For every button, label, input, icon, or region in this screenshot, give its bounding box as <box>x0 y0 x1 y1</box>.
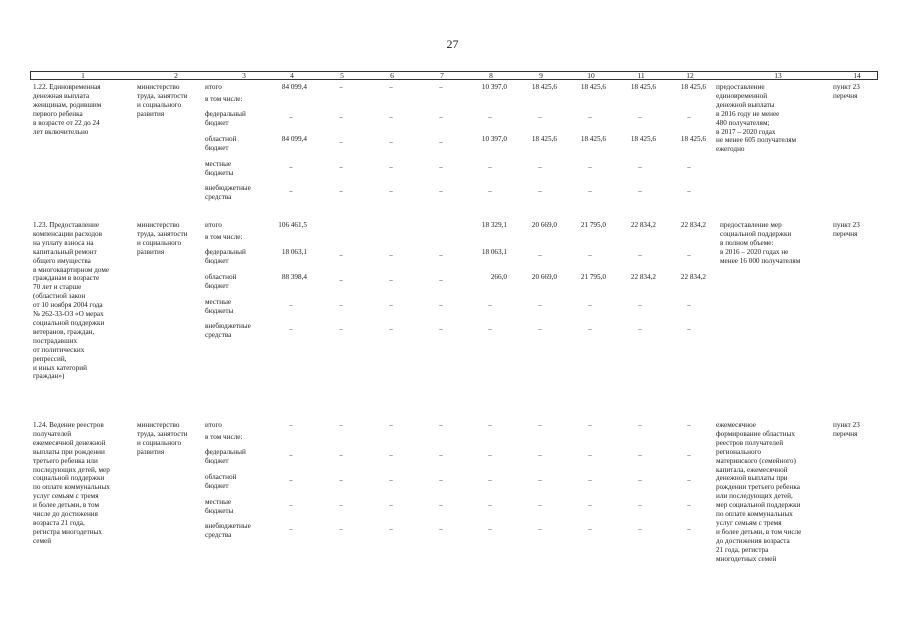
budget-value: 21 795,0 <box>580 221 606 229</box>
empty-value-dash: – <box>339 187 343 195</box>
empty-value-dash: – <box>488 187 492 195</box>
empty-value-dash: – <box>638 525 642 533</box>
empty-value-dash: – <box>687 187 691 195</box>
activity-name: 1.24. Ведение реестров получателей ежемесячной денежной выплаты при рождении третьего ребенка или последующих детей, мер социальной поддержки по оплате коммунальных услуг семьям с тремя и более детьми, в том числе до достижения возраста 21 года, регистра многодетных семей <box>33 421 110 545</box>
empty-value-dash: – <box>588 525 592 533</box>
executor: министерство труда, занятости и социального развития <box>137 221 188 256</box>
empty-value-dash: – <box>588 325 592 333</box>
page-number: 27 <box>446 37 459 51</box>
budget-value: 22 834,2 <box>680 221 706 229</box>
empty-value-dash: – <box>389 251 393 259</box>
funding-source: федеральный бюджет <box>205 448 246 465</box>
empty-value-dash: – <box>588 421 592 429</box>
empty-value-dash: – <box>389 113 393 121</box>
column-header-2: 2 <box>174 71 178 80</box>
funding-source: внебюджетные средства <box>205 522 251 539</box>
empty-value-dash: – <box>439 251 443 259</box>
empty-value-dash: – <box>289 301 293 309</box>
empty-value-dash: – <box>638 325 642 333</box>
column-header-12: 12 <box>686 71 694 80</box>
empty-value-dash: – <box>389 501 393 509</box>
empty-value-dash: – <box>638 187 642 195</box>
budget-value: 22 834,2 <box>680 273 706 281</box>
empty-value-dash: – <box>439 421 443 429</box>
empty-value-dash: – <box>588 251 592 259</box>
empty-value-dash: – <box>289 113 293 121</box>
budget-value: 84 099,4 <box>281 135 307 143</box>
empty-value-dash: – <box>488 421 492 429</box>
empty-value-dash: – <box>389 138 393 146</box>
empty-value-dash: – <box>687 325 691 333</box>
column-header-14: 14 <box>853 71 861 80</box>
empty-value-dash: – <box>339 83 343 91</box>
column-header-10: 10 <box>587 71 595 80</box>
reference: пункт 23 перечня <box>833 83 860 100</box>
empty-value-dash: – <box>538 325 542 333</box>
budget-value: 18 425,6 <box>580 135 606 143</box>
empty-value-dash: – <box>439 476 443 484</box>
empty-value-dash: – <box>339 421 343 429</box>
empty-value-dash: – <box>289 451 293 459</box>
empty-value-dash: – <box>339 301 343 309</box>
budget-value: 18 063,1 <box>281 248 307 256</box>
funding-source: в том числе: <box>205 433 243 441</box>
funding-source: областной бюджет <box>205 135 237 152</box>
budget-value: 18 425,6 <box>630 135 656 143</box>
column-header-11: 11 <box>637 71 645 80</box>
empty-value-dash: – <box>289 325 293 333</box>
column-header-3: 3 <box>242 71 246 80</box>
empty-value-dash: – <box>389 451 393 459</box>
empty-value-dash: – <box>339 451 343 459</box>
empty-value-dash: – <box>687 476 691 484</box>
empty-value-dash: – <box>687 421 691 429</box>
empty-value-dash: – <box>439 138 443 146</box>
empty-value-dash: – <box>339 525 343 533</box>
reference: пункт 23 перечня <box>833 221 860 238</box>
empty-value-dash: – <box>339 501 343 509</box>
funding-source: итого <box>205 421 222 429</box>
empty-value-dash: – <box>638 301 642 309</box>
empty-value-dash: – <box>538 421 542 429</box>
activity-name: 1.23. Предоставление компенсации расходов на уплату взноса на капитальный ремонт общего имущества в многоквартирном доме гражданам в возрасте 70 лет и старше (областной закон от 10 ноября 2004 года № 262-33-ОЗ «О мерах социальной поддержки ветеранов, граждан, пострадавших от политических репрессий, и иных категорий граждан») <box>33 221 110 381</box>
empty-value-dash: – <box>488 113 492 121</box>
funding-source: федеральный бюджет <box>205 248 246 265</box>
empty-value-dash: – <box>339 113 343 121</box>
empty-value-dash: – <box>389 163 393 171</box>
column-header-7: 7 <box>440 71 444 80</box>
empty-value-dash: – <box>439 501 443 509</box>
empty-value-dash: – <box>389 187 393 195</box>
budget-value: 20 669,0 <box>531 273 557 281</box>
expected-result: предоставление единовременной денежной выплаты в 2016 году не менее 480 получателям; в 2017 – 2020 годах не менее 605 получателям ежегодно <box>716 83 797 154</box>
empty-value-dash: – <box>538 501 542 509</box>
empty-value-dash: – <box>687 525 691 533</box>
funding-source: областной бюджет <box>205 473 237 490</box>
column-header-9: 9 <box>539 71 543 80</box>
empty-value-dash: – <box>289 421 293 429</box>
budget-value: 84 099,4 <box>281 83 307 91</box>
budget-value: 20 669,0 <box>531 221 557 229</box>
budget-value: 18 425,6 <box>531 135 557 143</box>
empty-value-dash: – <box>488 476 492 484</box>
empty-value-dash: – <box>687 301 691 309</box>
empty-value-dash: – <box>638 421 642 429</box>
funding-source: местные бюджеты <box>205 498 234 515</box>
empty-value-dash: – <box>439 83 443 91</box>
empty-value-dash: – <box>339 325 343 333</box>
empty-value-dash: – <box>439 276 443 284</box>
activity-name: 1.22. Единовременная денежная выплата женщинам, родившим первого ребенка в возрасте от 22 до 24 лет включительно <box>33 83 102 136</box>
empty-value-dash: – <box>588 163 592 171</box>
empty-value-dash: – <box>538 476 542 484</box>
empty-value-dash: – <box>439 113 443 121</box>
budget-value: 18 425,6 <box>630 83 656 91</box>
empty-value-dash: – <box>538 525 542 533</box>
funding-source: в том числе: <box>205 233 243 241</box>
budget-value: 10 397,0 <box>481 83 507 91</box>
column-header-8: 8 <box>489 71 493 80</box>
budget-value: 21 795,0 <box>580 273 606 281</box>
empty-value-dash: – <box>538 251 542 259</box>
empty-value-dash: – <box>588 476 592 484</box>
empty-value-dash: – <box>638 113 642 121</box>
empty-value-dash: – <box>588 451 592 459</box>
empty-value-dash: – <box>538 163 542 171</box>
column-header-5: 5 <box>340 71 344 80</box>
budget-value: 18 425,6 <box>531 83 557 91</box>
empty-value-dash: – <box>687 251 691 259</box>
empty-value-dash: – <box>638 476 642 484</box>
column-header-4: 4 <box>290 71 294 80</box>
budget-value: 18 425,6 <box>580 83 606 91</box>
empty-value-dash: – <box>389 476 393 484</box>
budget-value: 18 425,6 <box>680 135 706 143</box>
executor: министерство труда, занятости и социального развития <box>137 421 188 456</box>
executor: министерство труда, занятости и социального развития <box>137 83 188 118</box>
budget-value: 22 834,2 <box>630 273 656 281</box>
empty-value-dash: – <box>389 83 393 91</box>
funding-source: в том числе: <box>205 95 243 103</box>
empty-value-dash: – <box>687 451 691 459</box>
budget-value: 18 329,1 <box>481 221 507 229</box>
funding-source: федеральный бюджет <box>205 110 246 127</box>
empty-value-dash: – <box>588 501 592 509</box>
empty-value-dash: – <box>638 451 642 459</box>
empty-value-dash: – <box>339 276 343 284</box>
budget-value: 18 425,6 <box>680 83 706 91</box>
empty-value-dash: – <box>439 187 443 195</box>
empty-value-dash: – <box>687 113 691 121</box>
empty-value-dash: – <box>439 163 443 171</box>
empty-value-dash: – <box>439 325 443 333</box>
budget-value: 10 397,0 <box>481 135 507 143</box>
empty-value-dash: – <box>389 301 393 309</box>
budget-value: 106 461,5 <box>278 221 307 229</box>
expected-result: ежемесячное формирование областных реестров получателей регионального материнского (семейного) капитала, ежемесячной денежной выплаты при рождении третьего ребенка или последующих детей, мер социальной поддержки по оплате коммунальных услуг семьям с тремя и более детьми, в том числе до достижения возраста 21 года, регистра многодетных семей <box>716 421 802 563</box>
empty-value-dash: – <box>538 187 542 195</box>
empty-value-dash: – <box>289 501 293 509</box>
empty-value-dash: – <box>488 325 492 333</box>
empty-value-dash: – <box>638 251 642 259</box>
empty-value-dash: – <box>638 501 642 509</box>
column-header-1: 1 <box>81 71 85 80</box>
empty-value-dash: – <box>389 421 393 429</box>
empty-value-dash: – <box>687 501 691 509</box>
funding-source: итого <box>205 83 222 91</box>
empty-value-dash: – <box>638 163 642 171</box>
empty-value-dash: – <box>389 276 393 284</box>
empty-value-dash: – <box>588 187 592 195</box>
empty-value-dash: – <box>439 525 443 533</box>
empty-value-dash: – <box>538 451 542 459</box>
empty-value-dash: – <box>289 525 293 533</box>
empty-value-dash: – <box>488 525 492 533</box>
empty-value-dash: – <box>488 451 492 459</box>
empty-value-dash: – <box>339 251 343 259</box>
empty-value-dash: – <box>538 113 542 121</box>
empty-value-dash: – <box>289 476 293 484</box>
column-header-13: 13 <box>774 71 782 80</box>
empty-value-dash: – <box>389 325 393 333</box>
column-number-header <box>30 71 878 80</box>
empty-value-dash: – <box>488 301 492 309</box>
empty-value-dash: – <box>488 501 492 509</box>
empty-value-dash: – <box>538 301 542 309</box>
empty-value-dash: – <box>488 163 492 171</box>
empty-value-dash: – <box>289 187 293 195</box>
empty-value-dash: – <box>687 163 691 171</box>
funding-source: местные бюджеты <box>205 298 234 315</box>
funding-source: внебюджетные средства <box>205 184 251 201</box>
column-header-6: 6 <box>390 71 394 80</box>
reference: пункт 23 перечня <box>833 421 860 438</box>
budget-value: 88 398,4 <box>281 273 307 281</box>
empty-value-dash: – <box>389 525 393 533</box>
empty-value-dash: – <box>439 451 443 459</box>
empty-value-dash: – <box>588 301 592 309</box>
funding-source: областной бюджет <box>205 273 237 290</box>
funding-source: итого <box>205 221 222 229</box>
funding-source: местные бюджеты <box>205 160 234 177</box>
empty-value-dash: – <box>339 476 343 484</box>
empty-value-dash: – <box>439 301 443 309</box>
expected-result: предоставление мер социальной поддержки в полном объеме: в 2016 – 2020 годах не менее 16 000 получателям <box>720 221 801 265</box>
budget-value: 266,0 <box>490 273 507 281</box>
budget-value: 18 063,1 <box>481 248 507 256</box>
funding-source: внебюджетные средства <box>205 322 251 339</box>
empty-value-dash: – <box>289 163 293 171</box>
empty-value-dash: – <box>588 113 592 121</box>
empty-value-dash: – <box>339 163 343 171</box>
empty-value-dash: – <box>339 138 343 146</box>
budget-value: 22 834,2 <box>630 221 656 229</box>
